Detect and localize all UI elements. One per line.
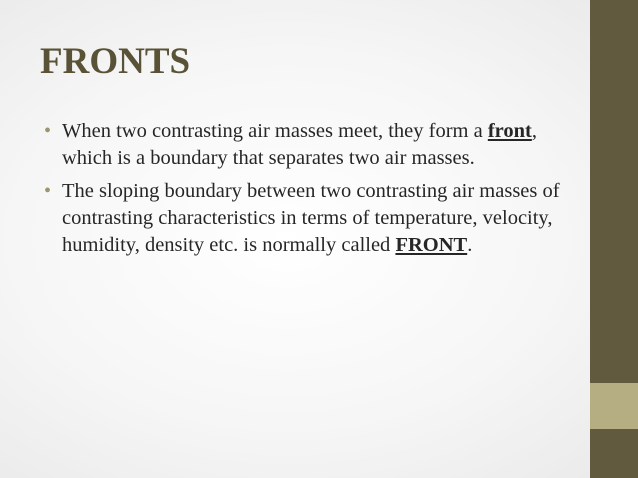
bullet-1-text-after: , which is a boundary that separates two air masses. <box>62 120 537 169</box>
bullet-2-text-before: The sloping boundary between two contrasting air masses of contrasting characteristics in terms of temperature, velocity, humidity, density etc. is normally called <box>62 180 560 256</box>
sidebar-accent-block <box>590 383 638 429</box>
bullet-2-emphasis: FRONT <box>395 234 468 256</box>
bullet-1-text-before: When two contrasting air masses meet, they form a <box>62 120 488 142</box>
bullet-icon: • <box>44 180 52 202</box>
bullet-icon: • <box>44 120 52 142</box>
bullet-2-text-after: . <box>467 234 473 256</box>
slide-title: FRONTS <box>40 41 191 82</box>
bullet-item-2 <box>44 178 564 259</box>
bullet-1-emphasis: front <box>487 120 532 142</box>
right-sidebar-bar <box>590 0 638 478</box>
bullet-item-1 <box>44 118 564 172</box>
bullet-list <box>44 118 564 265</box>
